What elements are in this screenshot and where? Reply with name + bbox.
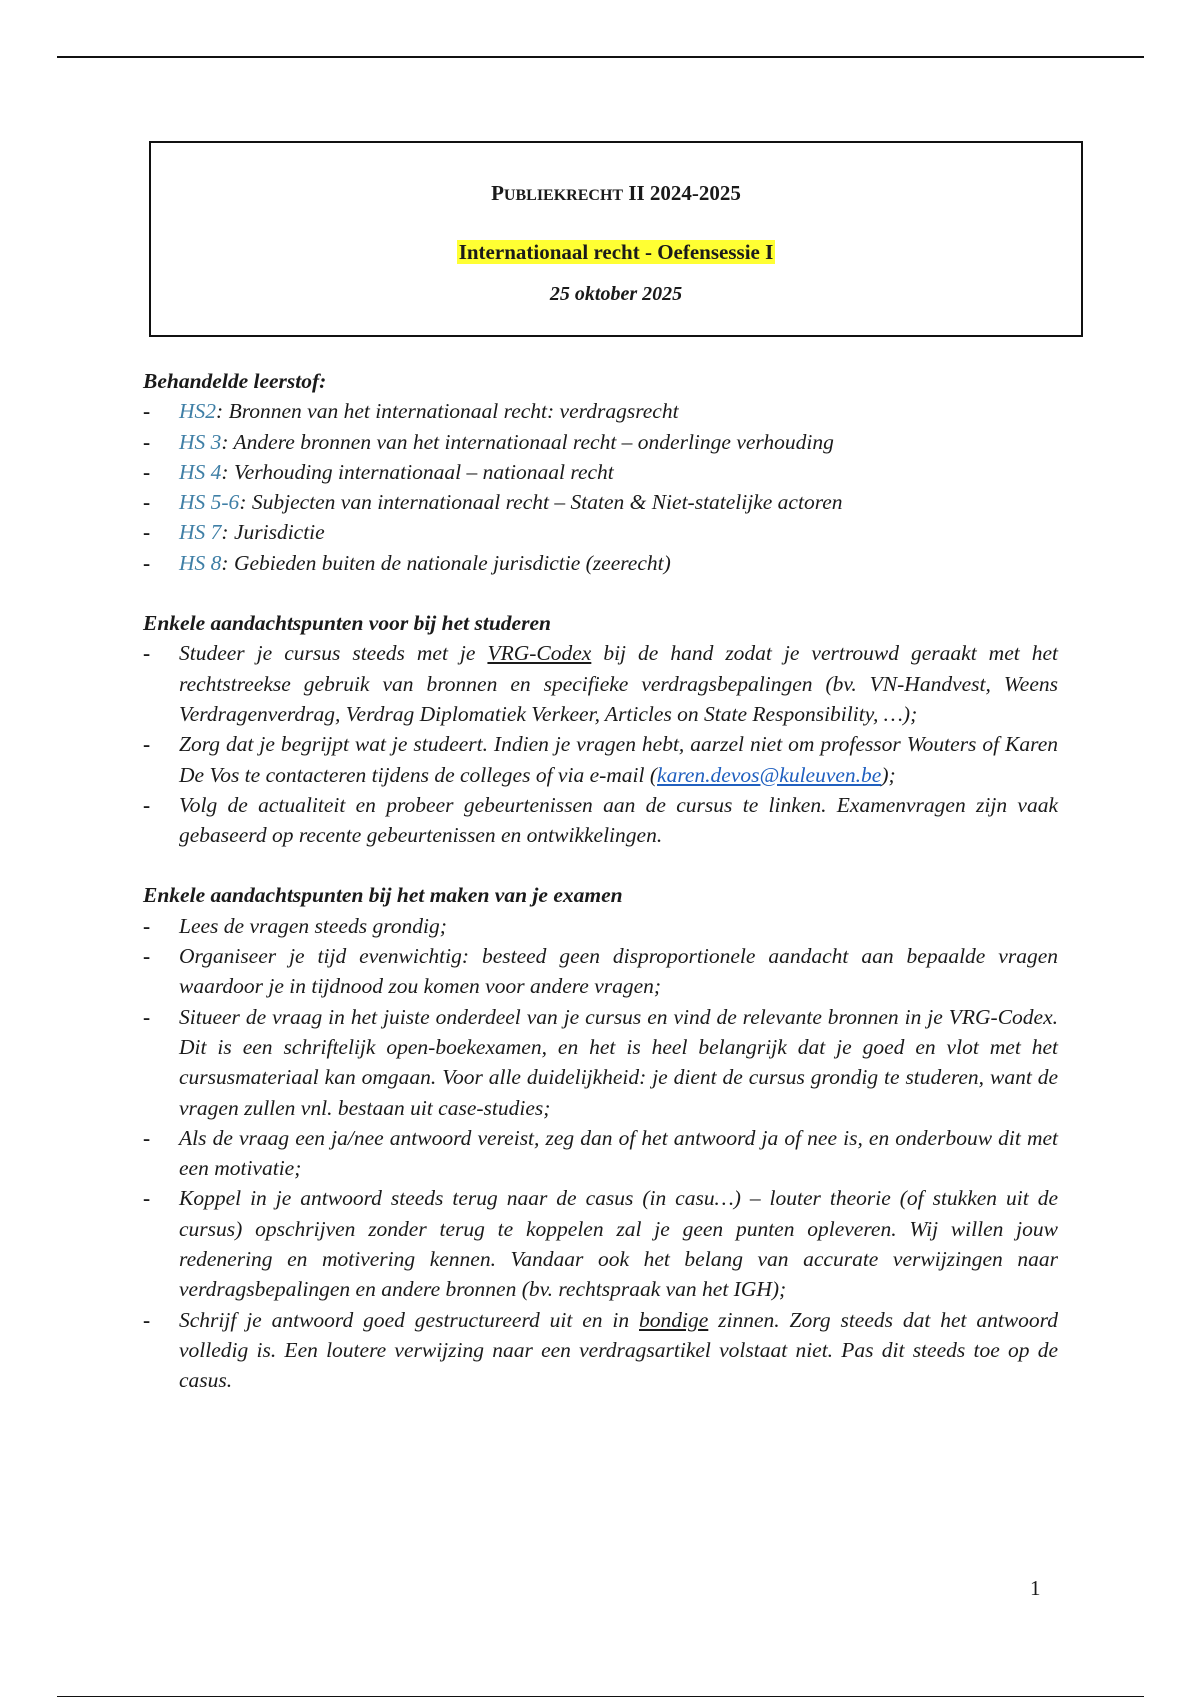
leerstof-list [143, 396, 1058, 578]
bondige-underlined: bondige [639, 1307, 709, 1332]
chapter-text: : Subjecten van internationaal recht – Staten & Niet-statelijke actoren [239, 490, 843, 515]
item-text: Volg de actualiteit en probeer gebeurtenissen aan de cursus te linken. Examenvragen zijn vaak gebaseerd op recente gebeurtenissen en ontwikkelingen. [179, 792, 1058, 848]
top-rule [57, 56, 1144, 58]
bottom-rule [57, 1696, 1144, 1697]
list-item [143, 427, 1058, 457]
session-date: 25 oktober 2025 [549, 283, 683, 305]
chapter-ref: HS 8 [179, 550, 222, 575]
list-item [143, 396, 1058, 426]
list-item [143, 1183, 1058, 1304]
item-text: Zorg dat je begrijpt wat je studeert. Indien je vragen hebt, aarzel niet om professor Wouters of Karen De Vos te contacteren tijdens de colleges of via e-mail ( [179, 732, 1058, 787]
session-subtitle [151, 240, 1081, 265]
studeren-list [143, 638, 1058, 850]
chapter-ref: HS 4 [179, 459, 222, 484]
chapter-ref: HS 5-6 [179, 490, 240, 515]
page-number: 1 [1030, 1576, 1041, 1600]
list-item [143, 1002, 1058, 1123]
vrg-codex-underlined: VRG-Codex [487, 641, 592, 666]
document-body [143, 366, 1058, 1396]
list-item [143, 638, 1058, 729]
item-text: Studeer je cursus steeds met je [179, 641, 488, 666]
course-title [151, 181, 1081, 206]
course-title-initial: P [491, 181, 504, 205]
item-text: Als de vraag een ja/nee antwoord vereist, zeg dan of het antwoord ja of nee is, en onderbouw dit met een motivatie; [179, 1125, 1058, 1181]
list-item [143, 911, 1058, 941]
studeren-title: Enkele aandachtspunten voor bij het studeren [143, 611, 551, 636]
item-text: Situeer de vraag in het juiste onderdeel van je cursus en vind de relevante bronnen in je VRG-Codex. Dit is een schriftelijk open-boekexamen, en het is heel belangrijk dat je goed en vlot met het cursusmateriaal kan omgaan. Voor alle duidelijkheid: je dient de cursus grondig te studeren, want de vragen zullen vnl. bestaan uit case-studies; [179, 1004, 1058, 1120]
list-item [143, 1305, 1058, 1396]
title-box [149, 141, 1083, 337]
examen-list [143, 911, 1058, 1396]
list-item [143, 1123, 1058, 1184]
item-text: Koppel in je antwoord steeds terug naar de casus (in casu…) – louter theorie (of stukken uit de cursus) opschrijven zonder terug te koppelen zal je geen punten opleveren. Wij willen jouw redenering en motivering kennen. Vandaar ook het belang van accurate verwijzingen naar verdragsbepalingen en andere bronnen (bv. rechtspraak van het IGH); [179, 1186, 1058, 1302]
list-item [143, 790, 1058, 851]
session-subtitle-highlight: Internationaal recht - Oefensessie I [458, 240, 774, 264]
list-item [143, 457, 1058, 487]
list-item [143, 517, 1058, 547]
item-text: Schrijf je antwoord goed gestructureerd uit en in [179, 1307, 639, 1332]
item-text: ); [881, 762, 896, 787]
leerstof-title: Behandelde leerstof: [143, 369, 327, 393]
item-text: zinnen. Zorg steeds dat het antwoord volledig is. Een loutere verwijzing naar een verdragsartikel volstaat niet. Pas dit steeds toe op de casus. [179, 1307, 1058, 1393]
item-text: bij de hand zodat je vertrouwd geraakt met het rechtstreekse gebruik van bronnen en specifieke verdragsbepalingen (bv. VN-Handvest, Weens Verdragenverdrag, Verdrag Diplomatiek Verkeer, Articles on State Responsibility, …); [179, 641, 1058, 726]
chapter-ref: HS 7 [179, 520, 222, 545]
chapter-ref: HS2 [179, 399, 217, 424]
chapter-text: : Bronnen van het internationaal recht: verdragsrecht [216, 399, 679, 424]
course-year: II 2024-2025 [628, 181, 741, 205]
list-item [143, 487, 1058, 517]
chapter-text: : Andere bronnen van het internationaal recht – onderlinge verhouding [221, 429, 834, 454]
item-text: Organiseer je tijd evenwichtig: besteed geen disproportionele aandacht aan bepaalde vragen waardoor je in tijdnood zou komen voor andere vragen; [179, 944, 1058, 999]
chapter-text: : Gebieden buiten de nationale jurisdictie (zeerecht) [221, 550, 671, 575]
email-link[interactable]: karen.devos@kuleuven.be [657, 762, 882, 787]
list-item [143, 548, 1058, 578]
course-title-smallcaps: UBLIEKRECHT [503, 187, 624, 204]
list-item [143, 941, 1058, 1002]
chapter-text: : Jurisdictie [221, 520, 325, 545]
item-text: Lees de vragen steeds grondig; [179, 913, 447, 938]
examen-title: Enkele aandachtspunten bij het maken van je examen [143, 883, 623, 908]
chapter-text: : Verhouding internationaal – nationaal recht [221, 459, 614, 484]
chapter-ref: HS 3 [179, 429, 222, 454]
list-item [143, 729, 1058, 790]
